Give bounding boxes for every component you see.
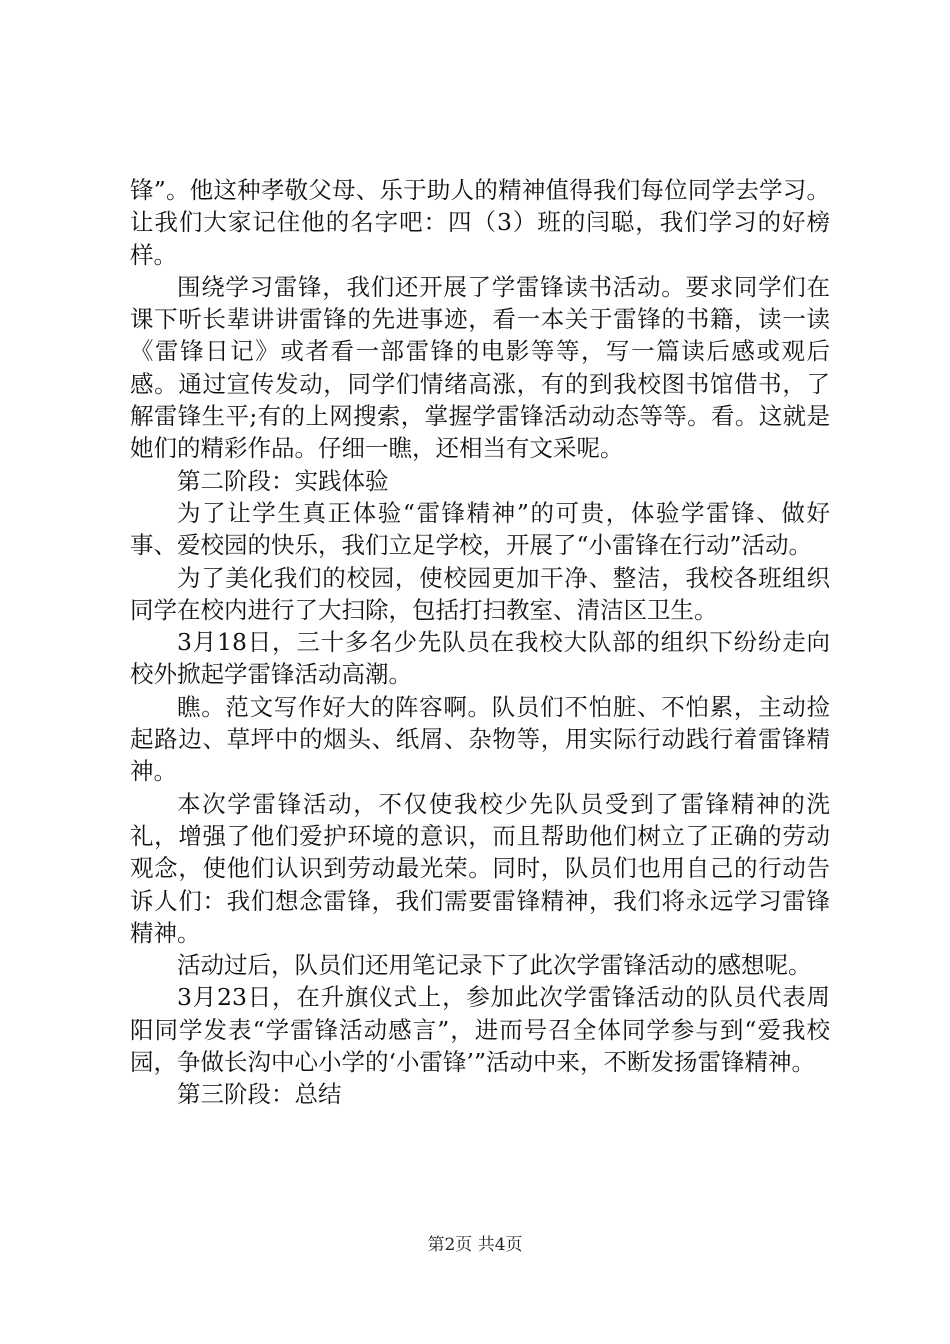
paragraph-10: 3月23日，在升旗仪式上，参加此次学雷锋活动的队员代表周阳同学发表“学雷锋活动感言”，进而号召全体同学参与到“爱我校园，争做长沟中心小学的‘小雷锋’”活动中来，不断发扬雷锋精神。 [130,983,830,1077]
page-number-footer: 第2页 共4页 [427,1235,523,1255]
paragraph-4: 为了让学生真正体验“雷锋精神”的可贵，体验学雷锋、做好事、爱校园的快乐，我们立足学校，开展了“小雷锋在行动”活动。 [130,498,830,560]
section-heading-stage-2: 第二阶段：实践体验 [177,466,389,495]
paragraph-2: 围绕学习雷锋，我们还开展了学雷锋读书活动。要求同学们在课下听长辈讲讲雷锋的先进事迹，看一本关于雷锋的书籍，读一读《雷锋日记》或者看一部雷锋的电影等等，写一篇读后感或观后感。通过宣传发动，同学们情绪高涨，有的到我校图书馆借书，了解雷锋生平;有的上网搜索，掌握学雷锋活动动态等等。看。这就是她们的精彩作品。仔细一瞧，还相当有文采呢。 [130,272,830,463]
paragraph-7: 瞧。范文写作好大的阵容啊。队员们不怕脏、不怕累，主动捡起路边、草坪中的烟头、纸屑、杂物等，用实际行动践行着雷锋精神。 [130,692,830,786]
document-body [130,174,830,1111]
paragraph-9: 活动过后，队员们还用笔记录下了此次学雷锋活动的感想呢。 [177,951,812,980]
paragraph-8: 本次学雷锋活动，不仅使我校少先队员受到了雷锋精神的洗礼，增强了他们爱护环境的意识，而且帮助他们树立了正确的劳动观念，使他们认识到劳动最光荣。同时，队员们也用自己的行动告诉人们：我们想念雷锋，我们需要雷锋精神，我们将永远学习雷锋精神。 [130,789,830,947]
section-heading-stage-3: 第三阶段：总结 [177,1080,342,1109]
paragraph-6: 3月18日，三十多名少先队员在我校大队部的组织下纷纷走向校外掀起学雷锋活动高潮。 [130,628,830,689]
paragraph-1: 锋”。他这种孝敬父母、乐于助人的精神值得我们每位同学去学习。让我们大家记住他的名字吧：四（3）班的闫聪，我们学习的好榜样。 [130,176,830,269]
paragraph-5: 为了美化我们的校园，使校园更加干净、整洁，我校各班组织同学在校内进行了大扫除，包括打扫教室、清洁区卫生。 [130,563,830,624]
